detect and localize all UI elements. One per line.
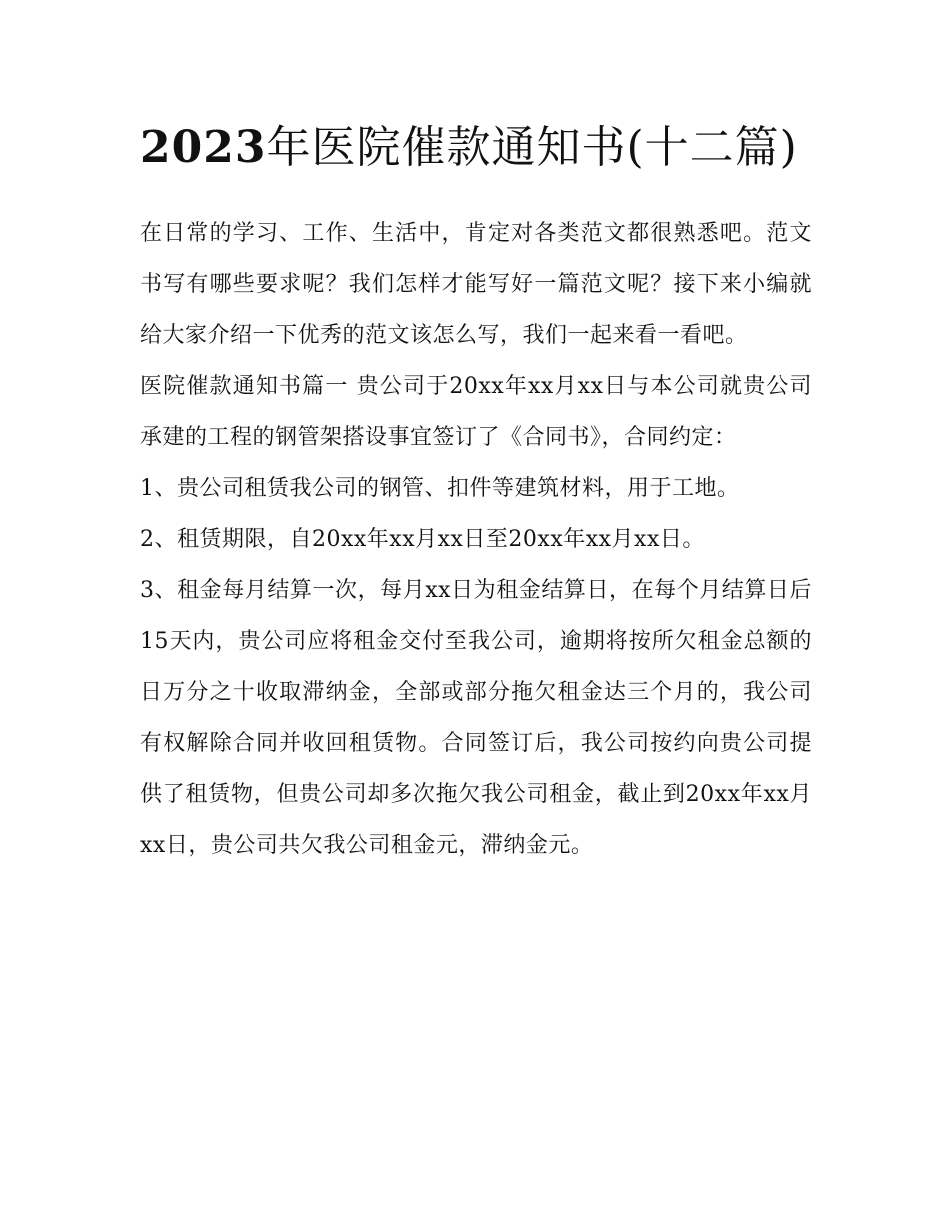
clause-1: 1、贵公司租赁我公司的钢管、扣件等建筑材料，用于工地。 <box>140 476 740 501</box>
title-year: 2023 <box>140 122 267 173</box>
clause-3: 3、租金每月结算一次，每月xx日为租金结算日，在每个月结算日后15天内，贵公司应将租金交付至我公司，逾期将按所欠租金总额的日万分之十收取滞纳金，全部或部分拖欠租金达三个月的，我公司有权解除合同并收回租赁物。合同签订后，我公司按约向贵公司提供了租赁物，但贵公司却多次拖欠我公司租金，截止到20xx年xx月xx日，贵公司共欠我公司租金元，滞纳金元。 <box>140 578 813 858</box>
document-title <box>140 108 812 188</box>
intro-paragraph: 在日常的学习、工作、生活中，肯定对各类范文都很熟悉吧。范文书写有哪些要求呢？我们怎样才能写好一篇范文呢？接下来小编就给大家介绍一下优秀的范文该怎么写，我们一起来看一看吧。 <box>140 221 812 348</box>
title-text: 年医院催款通知书(十二篇) <box>266 122 798 173</box>
document-page <box>140 108 812 871</box>
notice-paragraph: 医院催款通知书篇一 贵公司于20xx年xx月xx日与本公司就贵公司承建的工程的钢管架搭设事宜签订了《合同书》，合同约定： <box>140 374 812 450</box>
clause-2: 2、租赁期限，自20xx年xx月xx日至20xx年xx月xx日。 <box>140 527 705 552</box>
document-body <box>140 208 812 871</box>
